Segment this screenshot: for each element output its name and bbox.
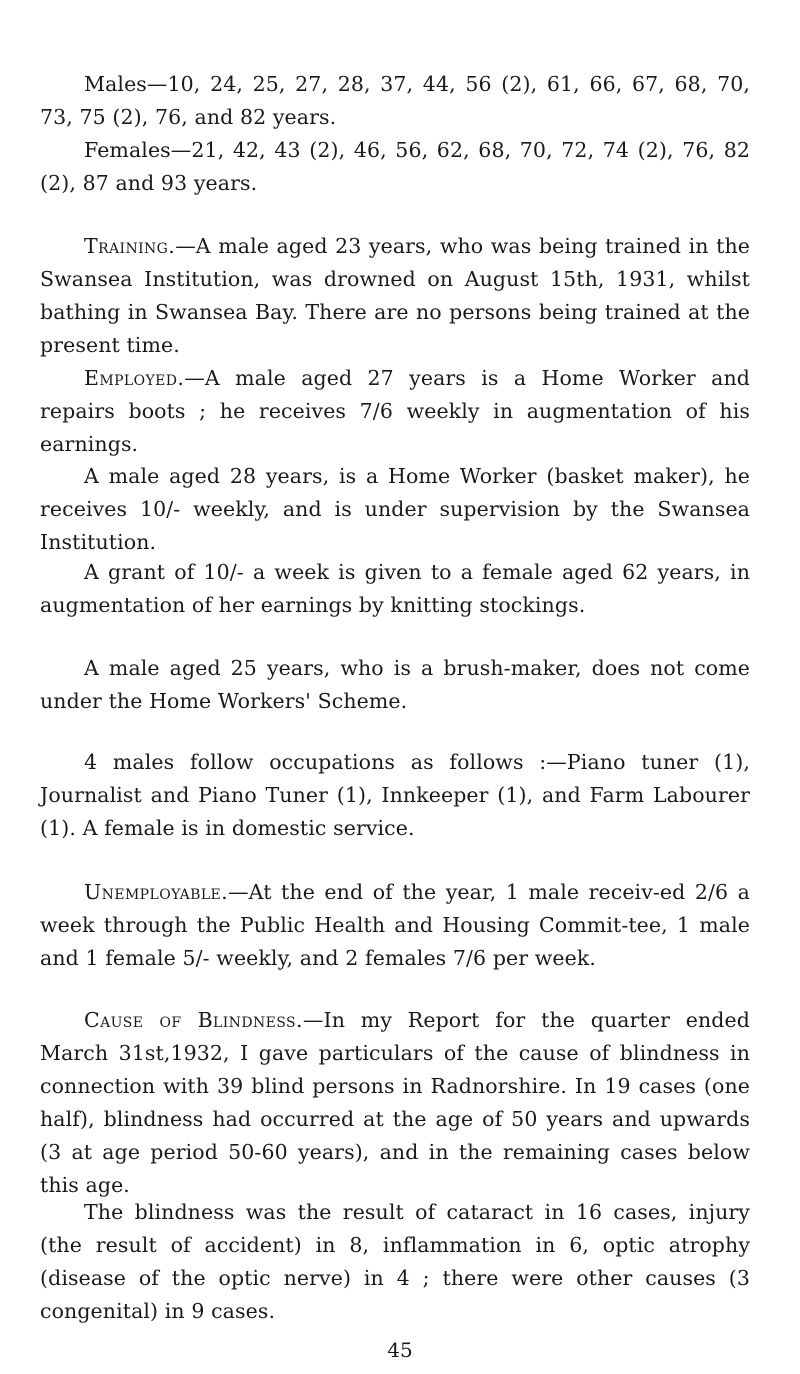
training-text: —A male aged 23 years, who was being trained in the Swansea Institution, was drowned on August 15th, 1931, whilst bathing in Swansea Bay. There are no persons being trained at the present time. [40, 234, 750, 357]
unemployable-paragraph [40, 876, 750, 975]
cause-of-blindness-paragraph [40, 1004, 750, 1202]
occupations-paragraph: 4 males follow occupations as follows :—Piano tuner (1), Journalist and Piano Tuner (1), Innkeeper (1), and Farm Labourer (1). A female is in domestic service. [40, 750, 750, 840]
basket-maker-paragraph: A male aged 28 years, is a Home Worker (basket maker), he receives 10/- weekly, and is under supervision by the Swansea Institution. [40, 464, 750, 554]
employed-heading: Employed. [84, 366, 185, 390]
employed-text: —A male aged 27 years is a Home Worker and repairs boots ; he receives 7/6 weekly in augmentation of his earnings. [40, 366, 750, 456]
training-paragraph [40, 230, 750, 362]
brush-maker-paragraph: A male aged 25 years, who is a brush-maker, does not come under the Home Workers' Scheme. [40, 656, 750, 713]
training-heading: Training. [84, 234, 176, 258]
unemployable-text: —At the end of the year, 1 male receiv-ed 2/6 a week through the Public Health and Housing Commit-tee, 1 male and 1 female 5/- weekly, and 2 females 7/6 per week. [40, 880, 750, 970]
males-ages-paragraph: Males—10, 24, 25, 27, 28, 37, 44, 56 (2), 61, 66, 67, 68, 70, 73, 75 (2), 76, and 82 years. [40, 72, 750, 129]
knitting-grant-paragraph: A grant of 10/- a week is given to a female aged 62 years, in augmentation of her earnings by knitting stockings. [40, 560, 750, 617]
cause-of-blindness-text: —In my Report for the quarter ended March 31st,1932, I gave particulars of the cause of blindness in connection with 39 blind persons in Radnorshire. In 19 cases (one half), blindness had occurred at the age of 50 years and upwards (3 at age period 50-60 years), and in the remaining cases below this age. [40, 1008, 750, 1197]
blindness-results-paragraph: The blindness was the result of cataract in 16 cases, injury (the result of accident) in 8, inflammation in 6, optic atrophy (disease of the optic nerve) in 4 ; there were other causes (3 congenital) in 9 cases. [40, 1200, 750, 1323]
cause-of-blindness-heading: Cause of Blindness. [84, 1008, 303, 1032]
page-number: 45 [387, 1338, 413, 1362]
unemployable-heading: Unemployable. [84, 880, 229, 904]
employed-paragraph [40, 362, 750, 461]
females-ages-paragraph: Females—21, 42, 43 (2), 46, 56, 62, 68, 70, 72, 74 (2), 76, 82 (2), 87 and 93 years. [40, 138, 750, 195]
